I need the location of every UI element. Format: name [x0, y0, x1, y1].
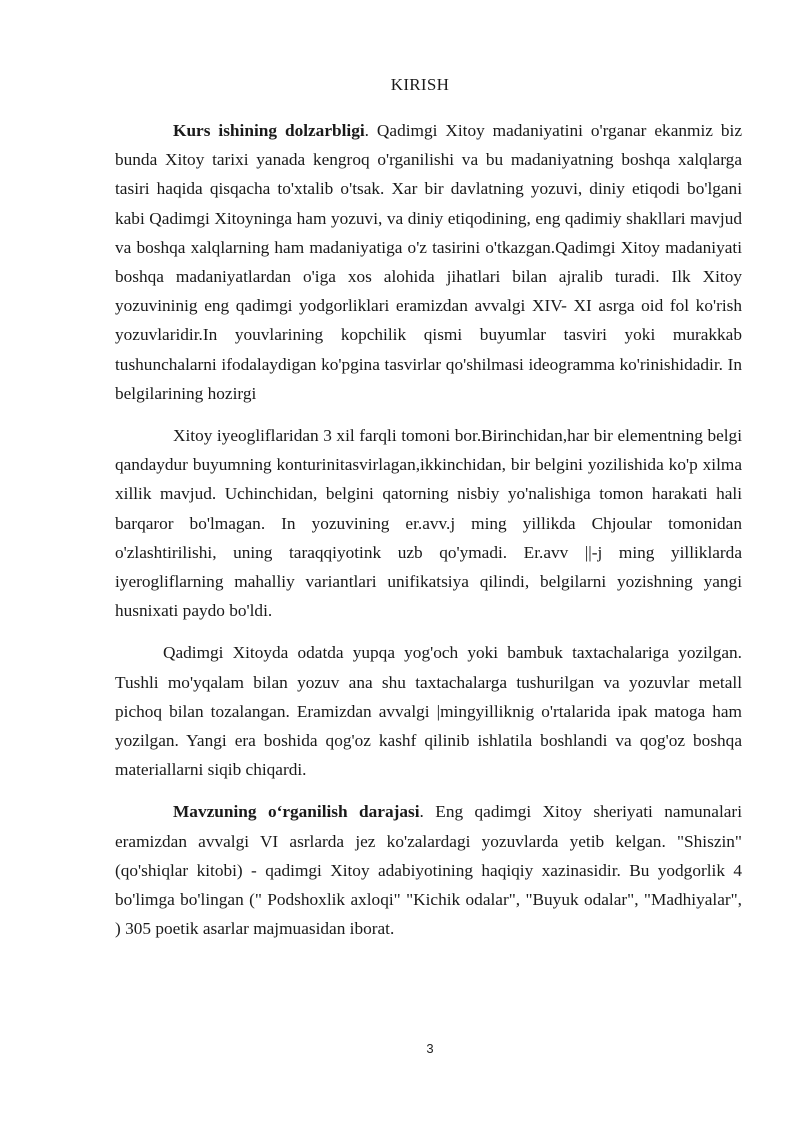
paragraph-study-level — [115, 797, 742, 943]
paragraph-hieroglyphs — [115, 421, 742, 625]
paragraph-lead: Kurs ishining dolzarbligi — [173, 121, 365, 140]
paragraph-lead: Mavzuning o‘rganilish darajasi — [173, 802, 420, 822]
page-title: KIRISH — [390, 75, 450, 94]
paragraph-text: . Qadimgi Xitoy madaniyatini o'rganar ekanmiz biz bunda Xitoy tarixi yanada kengroq o'rganilishi va bu madaniyatning boshqa xalqlarga tasiri haqida qisqacha to'xtalib o'tsak. Xar bir davlatning yozuvi, diniy etiqodi bo'lgani kabi Qadimgi Xitoyninga ham yozuvi, va diniy etiqodining, eng qadimiy shakllari mavjud va boshqa xalqlarning ham madaniyatiga o'z tasirini o'tkazgan.Qadimgi Xitoy madaniyati boshqa madaniyatlardan o'iga xos alohida jihatlari bilan ajralib turadi. Ilk Xitoy yozuvininig eng qadimgi yodgorliklari eramizdan avvalgi XIV- XI asrga oid fol ko'rish yozuvlaridir.In youvlarining kopchilik qismi buyumlar tasviri yoki murakkab tushunchalarni ifodalaydigan ko'pgina tasvirlar qo'shilmasi ideogramma ko'rinishidadir. In belgilarining hozirgi — [115, 121, 742, 403]
document-body — [115, 116, 742, 956]
paragraph-text: Xitoy iyeogliflaridan 3 xil farqli tomoni bor.Birinchidan,har bir elementning belgi qandaydur buyumning konturinitasvirlagan,ikkinchidan, bir belgini yozilishida ko'p xilma xillik mavjud. Uchinchidan, belgini qatorning nisbiy yo'nalishiga tomon harakati hali barqaror bo'lmagan. In yozuvining er.avv.j ming yillikda Chjoular tomonidan o'zlashtirilishi, uning taraqqiyotink uzb qo'ymadi. Er.avv ||-j ming yilliklarda iyerogliflarning mahalliy variantlari unifikatsiya qilindi, belgilarni yozishning yangi husnixati paydo bo'ldi. — [115, 426, 742, 621]
page-number: 3 — [426, 1041, 434, 1056]
paragraph-text: . Eng qadimgi Xitoy sheriyati namunalari eramizdan avvalgi VI asrlarda jez ko'zalardagi yozuvlarda yetib kelgan. "Shiszin" (qo'shiqlar kitobi) - qadimgi Xitoy adabiyotining haqiqiy xazinasidir. Bu yodgorlik 4 bo'limga bo'lingan (" Podshoxlik axloqi" "Kichik odalar", "Buyuk odalar", "Madhiyalar", ) 305 poetik asarlar majmuasidan iborat. — [115, 802, 742, 939]
paragraph-relevance — [115, 116, 742, 408]
paragraph-text: Qadimgi Xitoyda odatda yupqa yog'och yoki bambuk taxtachalariga yozilgan. Tushli mo'yqalam bilan yozuv ana shu taxtachalarga tushurilgan va yozuvlar metall pichoq bilan tozalangan. Eramizdan avvalgi |mingyilliknig o'rtalarida ipak matoga ham yozilgan. Yangi era boshida qog'oz kashf qilinib ishlatila boshlandi va qog'oz boshqa materiallarni siqib chiqardi. — [115, 643, 742, 780]
paragraph-writing-materials — [115, 638, 742, 784]
